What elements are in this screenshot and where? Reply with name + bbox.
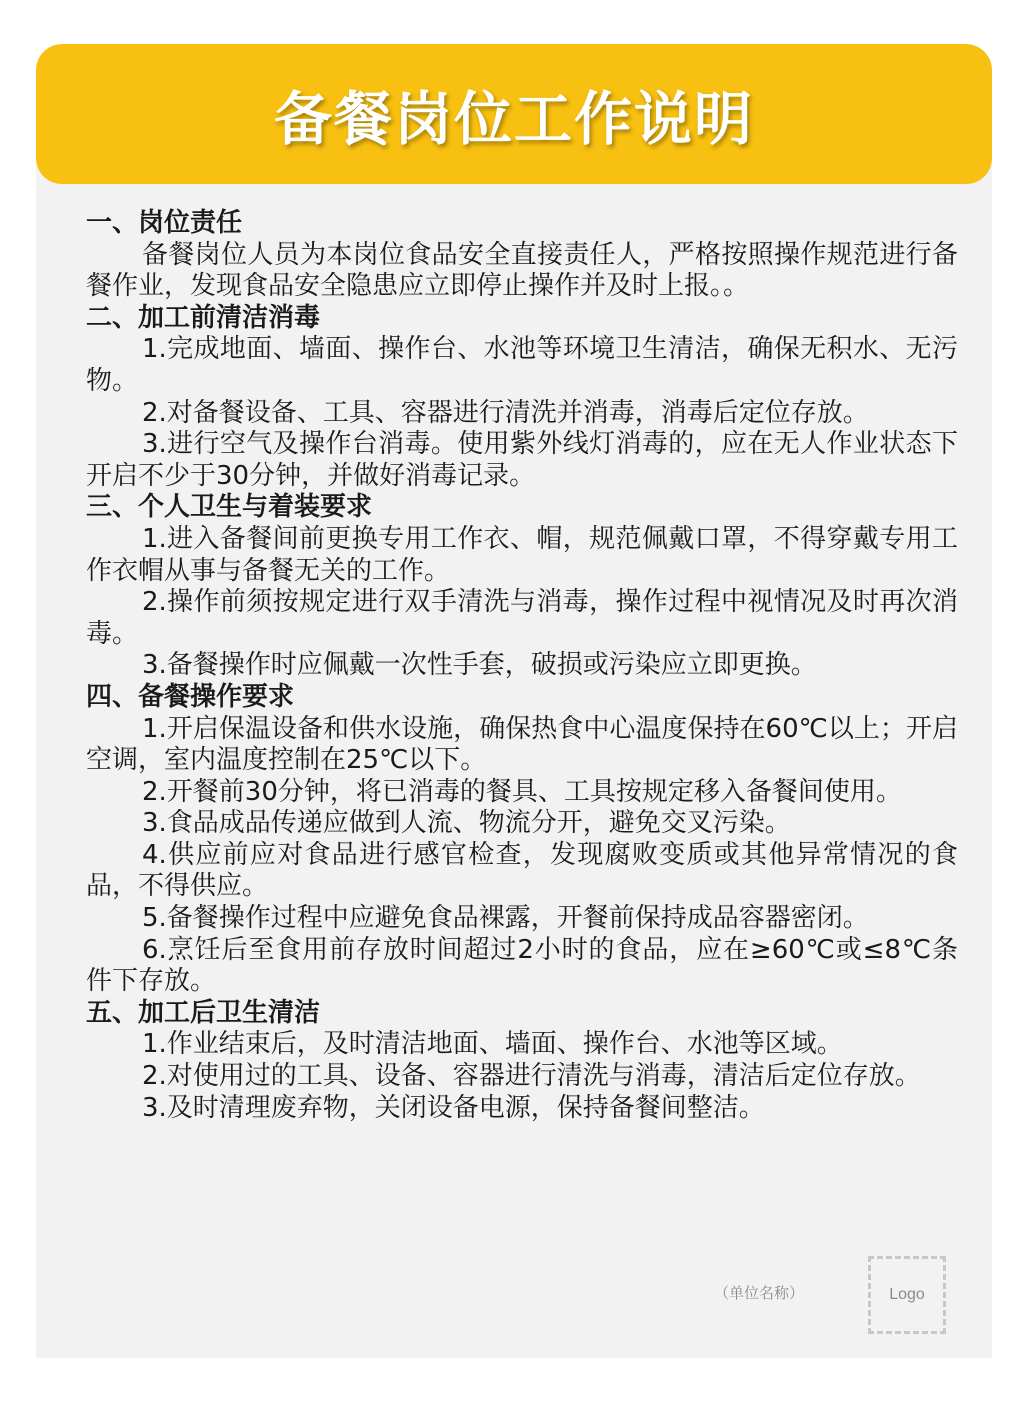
paragraph: 2.对使用过的工具、设备、容器进行清洗与消毒，清洁后定位存放。 (142, 1061, 921, 1092)
unit-name: （单位名称） (714, 1284, 805, 1302)
paragraph: 1.完成地面、墙面、操作台、水池等环境卫生清洁，确保无积水、无污物。 (86, 334, 958, 396)
title-banner (36, 44, 992, 184)
section-heading: 四、备餐操作要求 (86, 681, 295, 712)
paragraph: 4.供应前应对食品进行感官检查，发现腐败变质或其他异常情况的食品，不得供应。 (86, 839, 958, 902)
paragraph: 3.备餐操作时应佩戴一次性手套，破损或污染应立即更换。 (142, 650, 817, 681)
paragraph: 1.进入备餐间前更换专用工作衣、帽，规范佩戴口罩，不得穿戴专用工作衣帽从事与备餐无关的工作。 (86, 523, 958, 586)
paragraph: 3.及时清理废弃物，关闭设备电源，保持备餐间整洁。 (142, 1092, 765, 1123)
logo-placeholder (868, 1256, 946, 1334)
section-heading: 二、加工前清洁消毒 (86, 302, 321, 333)
page-title: 备餐岗位工作说明 (273, 85, 754, 153)
paragraph: 2.操作前须按规定进行双手清洗与消毒，操作过程中视情况及时再次消毒。 (86, 587, 958, 649)
section-heading: 五、加工后卫生清洁 (86, 997, 321, 1028)
logo-text: Logo (889, 1286, 925, 1303)
paragraph: 2.对备餐设备、工具、容器进行清洗并消毒，消毒后定位存放。 (142, 397, 869, 428)
section-heading: 三、个人卫生与着装要求 (86, 492, 373, 523)
paragraph: 1.作业结束后，及时清洁地面、墙面、操作台、水池等区域。 (142, 1029, 843, 1060)
paragraph: 3.食品成品传递应做到人流、物流分开，避免交叉污染。 (142, 808, 791, 839)
paragraph: 6.烹饪后至食用前存放时间超过2小时的食品，应在≥60℃或≤8℃条件下存放。 (86, 934, 958, 997)
notice-card (36, 44, 992, 1358)
paragraph: 2.开餐前30分钟，将已消毒的餐具、工具按规定移入备餐间使用。 (142, 776, 902, 807)
paragraph: 备餐岗位人员为本岗位食品安全直接责任人，严格按照操作规范进行备餐作业，发现食品安全隐患应立即停止操作并及时上报。。 (86, 239, 958, 302)
section-heading: 一、岗位责任 (86, 208, 243, 238)
document-body (86, 208, 958, 1124)
paragraph: 1.开启保温设备和供水设施，确保热食中心温度保持在60℃以上；开启空调，室内温度控制在25℃以下。 (86, 713, 958, 776)
paragraph: 3.进行空气及操作台消毒。使用紫外线灯消毒的，应在无人作业状态下开启不少于30分钟，并做好消毒记录。 (86, 429, 958, 491)
paragraph: 5.备餐操作过程中应避免食品裸露，开餐前保持成品容器密闭。 (142, 903, 869, 934)
